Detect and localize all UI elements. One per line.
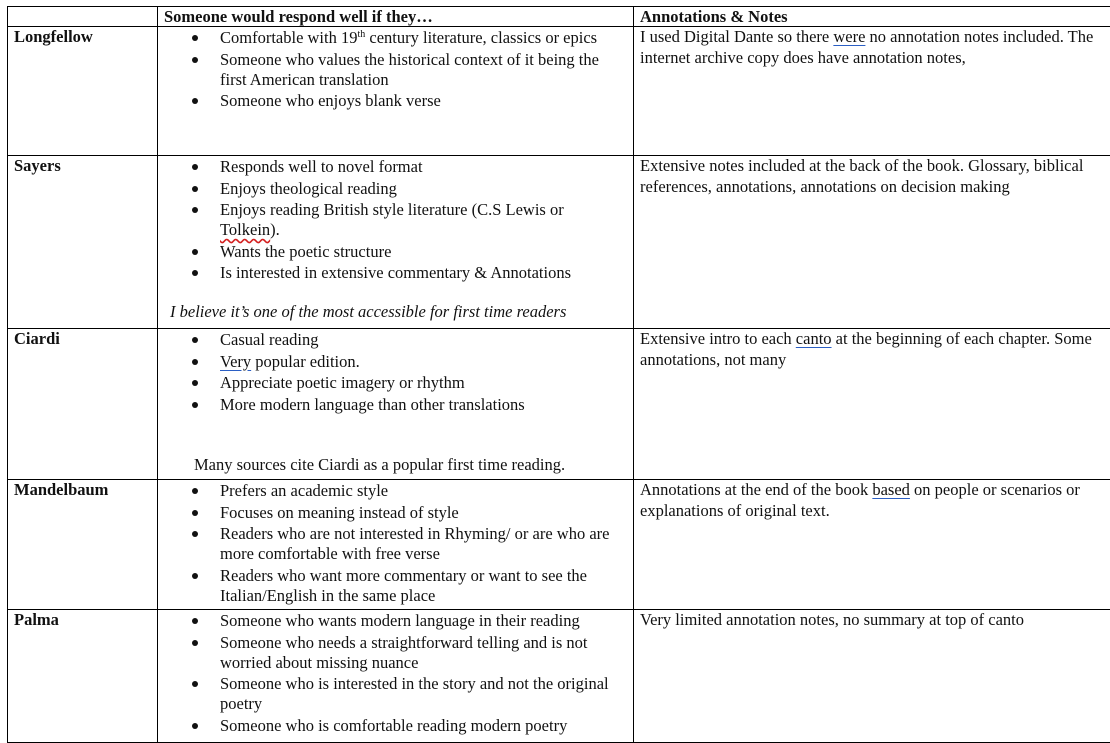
bullet-icon	[192, 573, 198, 579]
table-row-palma	[8, 610, 1110, 743]
grammar-flagged-word: were	[833, 27, 865, 46]
translator-name: Mandelbaum	[8, 480, 158, 610]
bullet-icon	[192, 337, 198, 343]
list-item-text: Someone who is interested in the story and not the original poetry	[220, 674, 609, 713]
list-item-text: Comfortable with 19	[220, 28, 357, 47]
translator-name: Palma	[8, 610, 158, 743]
list-item-text: Casual reading	[220, 330, 319, 349]
ordinal-suffix: th	[357, 29, 365, 40]
list-item	[164, 263, 627, 283]
list-item-text: Someone who is comfortable reading modern poetry	[220, 716, 567, 735]
list-item-text: Someone who enjoys blank verse	[220, 91, 441, 110]
bullet-icon	[192, 510, 198, 516]
list-item	[164, 91, 627, 111]
bullet-icon	[192, 57, 198, 63]
respond-cell	[158, 480, 634, 610]
bullet-icon	[192, 618, 198, 624]
bullet-icon	[192, 402, 198, 408]
bullet-icon	[192, 640, 198, 646]
notes-cell	[634, 329, 1110, 480]
bullet-list	[164, 156, 627, 283]
grammar-flagged-word: canto	[796, 329, 832, 348]
bullet-icon	[192, 207, 198, 213]
bullet-icon	[192, 723, 198, 729]
bullet-icon	[192, 359, 198, 365]
bullet-icon	[192, 270, 198, 276]
list-item	[164, 330, 627, 350]
cell-footnote: Many sources cite Ciardi as a popular first time reading.	[194, 455, 627, 476]
table-row-sayers	[8, 156, 1110, 329]
notes-text: on people or scenarios or explanations of original text.	[640, 480, 1080, 520]
table-row-longfellow	[8, 27, 1110, 156]
list-item	[164, 611, 627, 631]
notes-text: I used Digital Dante so there	[640, 27, 833, 46]
list-item	[164, 373, 627, 393]
list-item-text: Appreciate poetic imagery or rhythm	[220, 373, 465, 392]
list-item	[164, 200, 627, 240]
list-item	[164, 716, 627, 736]
table-row-ciardi	[8, 329, 1110, 480]
list-item	[164, 524, 627, 564]
list-item	[164, 395, 627, 415]
cell-footnote: I believe it’s one of the most accessible for first time readers	[170, 302, 627, 323]
bullet-list	[164, 329, 627, 415]
notes-text: Extensive intro to each	[640, 329, 796, 348]
notes-text: at the beginning of each chapter. Some annotations, not many	[640, 329, 1092, 369]
notes-cell	[634, 480, 1110, 610]
bullet-icon	[192, 164, 198, 170]
notes-cell: Very limited annotation notes, no summary at top of canto	[634, 610, 1110, 743]
list-item	[164, 242, 627, 262]
list-item-text: century literature, classics or epics	[365, 28, 597, 47]
bullet-list	[164, 610, 627, 736]
grammar-flagged-word: based	[872, 480, 910, 499]
bullet-list	[164, 27, 627, 111]
bullet-icon	[192, 531, 198, 537]
bullet-icon	[192, 98, 198, 104]
list-item	[164, 352, 627, 372]
list-item-text: Is interested in extensive commentary & Annotations	[220, 263, 571, 282]
list-item-text: Wants the poetic structure	[220, 242, 391, 261]
list-item	[164, 503, 627, 523]
notes-text: Annotations at the end of the book	[640, 480, 872, 499]
translator-name: Ciardi	[8, 329, 158, 480]
header-row	[8, 7, 1110, 27]
list-item-text: ).	[270, 220, 280, 239]
list-item-text: Someone who values the historical context of it being the first American translation	[220, 50, 599, 89]
header-cell-respond: Someone would respond well if they…	[158, 7, 634, 27]
spelling-flagged-word: Tolkein	[220, 220, 270, 239]
header-cell-translator	[8, 7, 158, 27]
notes-text: no annotation notes included. The internet archive copy does have annotation notes,	[640, 27, 1093, 67]
list-item	[164, 50, 627, 90]
list-item	[164, 157, 627, 177]
list-item-text: Focuses on meaning instead of style	[220, 503, 459, 522]
bullet-icon	[192, 35, 198, 41]
grammar-flagged-word: Very	[220, 352, 251, 371]
bullet-icon	[192, 488, 198, 494]
table-row-mandelbaum	[8, 480, 1110, 610]
bullet-icon	[192, 186, 198, 192]
list-item-text: More modern language than other translations	[220, 395, 525, 414]
list-item-text: Responds well to novel format	[220, 157, 423, 176]
bullet-icon	[192, 681, 198, 687]
list-item-text: Prefers an academic style	[220, 481, 388, 500]
notes-cell: Extensive notes included at the back of the book. Glossary, biblical references, annotations, annotations on decision making	[634, 156, 1110, 329]
translations-comparison-table	[7, 6, 1110, 743]
list-item-text: Enjoys reading British style literature (C.S Lewis or	[220, 200, 564, 219]
list-item	[164, 633, 627, 673]
list-item-text: Readers who want more commentary or want to see the Italian/English in the same place	[220, 566, 587, 605]
respond-cell	[158, 156, 634, 329]
header-cell-notes: Annotations & Notes	[634, 7, 1110, 27]
list-item-text: Someone who wants modern language in their reading	[220, 611, 580, 630]
list-item-text: Readers who are not interested in Rhyming/ or are who are more comfortable with free verse	[220, 524, 609, 563]
translator-name: Longfellow	[8, 27, 158, 156]
respond-cell	[158, 27, 634, 156]
respond-cell	[158, 329, 634, 480]
list-item-text: popular edition.	[251, 352, 360, 371]
bullet-list	[164, 480, 627, 606]
bullet-icon	[192, 380, 198, 386]
list-item	[164, 481, 627, 501]
translator-name: Sayers	[8, 156, 158, 329]
list-item-text: Someone who needs a straightforward telling and is not worried about missing nuance	[220, 633, 588, 672]
list-item	[164, 179, 627, 199]
list-item	[164, 28, 627, 48]
bullet-icon	[192, 249, 198, 255]
notes-cell	[634, 27, 1110, 156]
list-item-text: Enjoys theological reading	[220, 179, 397, 198]
list-item	[164, 674, 627, 714]
list-item	[164, 566, 627, 606]
respond-cell	[158, 610, 634, 743]
